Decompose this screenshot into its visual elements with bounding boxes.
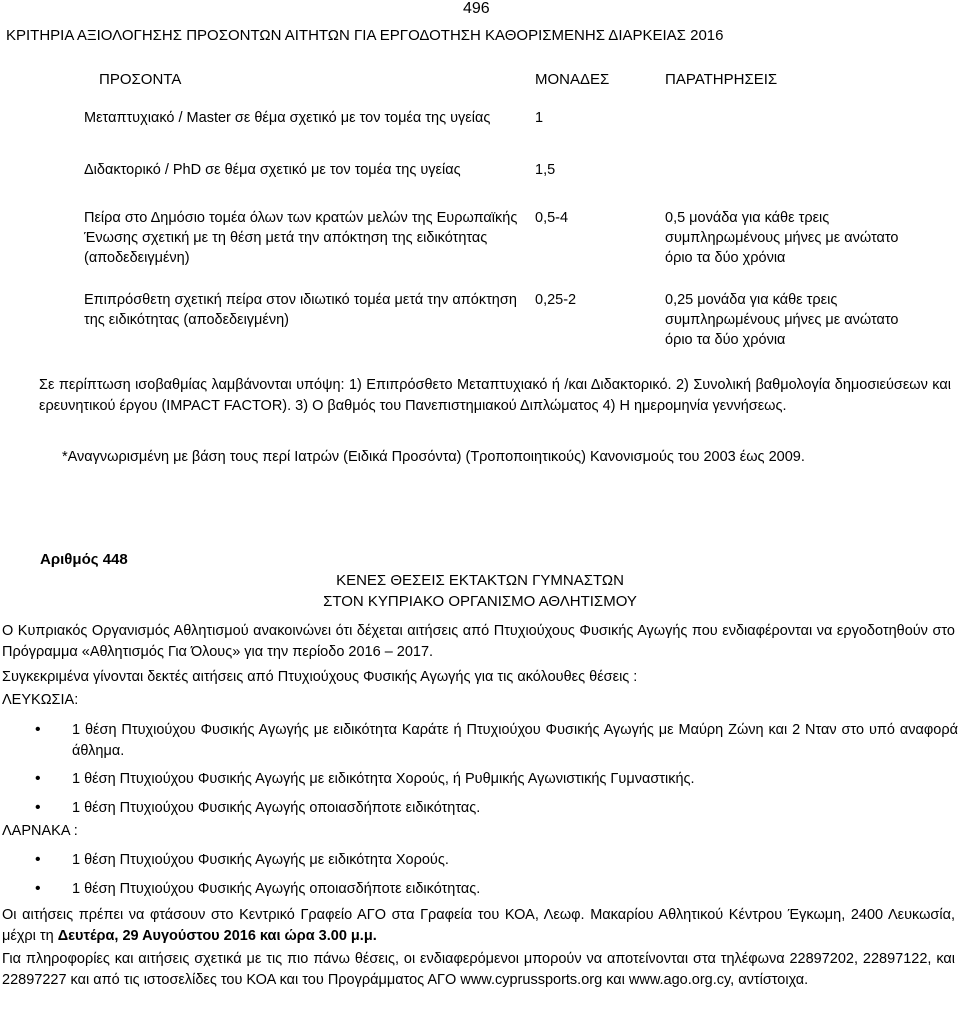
qualification-cell: Μεταπτυχιακό / Master σε θέμα σχετικό με τον τομέα της υγείας	[84, 110, 491, 126]
col-header-qualifications: ΠΡΟΣΟΝΤΑ	[99, 71, 182, 88]
info-paragraph: Για πληροφορίες και αιτήσεις σχετικά με τις πιο πάνω θέσεις, οι ενδιαφερόμενοι μπορούν να αποτείνονται στα τηλέφωνα 22897202, 22897122, και 22897227 και από τις ιστοσελίδες του ΚΟΑ και του Προγράμματος ΑΓΟ www.cyprussports.org και www.ago.org.cy, αντίστοιχα.	[2, 951, 955, 988]
larnaca-label: ΛΑΡΝΑΚΑ :	[2, 823, 78, 839]
notes-cell	[665, 160, 915, 208]
tie-break-note: Σε περίπτωση ισοβαθμίας λαμβάνονται υπόψη: 1) Επιπρόσθετο Μεταπτυχιακό ή /και Διδακτορικό. 2) Συνολική βαθμολογία δημοσιεύσεων και ερευνητικού έργου (IMPACT FACTOR). 3) Ο βαθμός του Πανεπιστημιακού Διπλώματος 4) Η ημερομηνία γεννήσεως.	[39, 377, 951, 414]
list-item: • 1 θέση Πτυχιούχου Φυσικής Αγωγής με ειδικότητα Καράτε ή Πτυχιούχου Φυσικής Αγωγής με Μαύρη Ζώνη και 2 Νταν στο υπό αναφορά άθλημα.	[30, 720, 958, 761]
table-row	[75, 160, 915, 208]
larnaca-positions-list	[30, 850, 958, 907]
list-item: • 1 θέση Πτυχιούχου Φυσικής Αγωγής με ειδικότητα Χορούς.	[30, 850, 958, 871]
table-header-row	[75, 66, 915, 108]
table-row	[75, 290, 915, 360]
notice-specifically: Συγκεκριμένα γίνονται δεκτές αιτήσεις από Πτυχιούχους Φυσικής Αγωγής για τις ακόλουθες θέσεις :	[2, 669, 638, 685]
units-cell: 0,25-2	[535, 292, 577, 308]
col-header-notes: ΠΑΡΑΤΗΡΗΣΕΙΣ	[665, 71, 778, 88]
page-number: 496	[463, 0, 490, 17]
deadline-date: Δευτέρα, 29 Αυγούστου 2016 και ώρα 3.00 μ.μ.	[57, 927, 377, 944]
list-item: • 1 θέση Πτυχιούχου Φυσικής Αγωγής οποιασδήποτε ειδικότητας.	[30, 879, 958, 900]
qualification-cell: Διδακτορικό / PhD σε θέμα σχετικό με τον τομέα της υγείας	[84, 162, 461, 178]
list-item: • 1 θέση Πτυχιούχου Φυσικής Αγωγής με ειδικότητα Χορούς, ή Ρυθμικής Αγωνιστικής Γυμναστικής.	[30, 769, 958, 790]
notice-intro: Ο Κυπριακός Οργανισμός Αθλητισμού ανακοινώνει ότι δέχεται αιτήσεις από Πτυχιούχους Φυσικής Αγωγής που ενδιαφέρονται να εργοδοτηθούν στο Πρόγραμμα «Αθλητισμός Για Όλους» για την περίοδο 2016 – 2017.	[2, 623, 955, 660]
units-cell: 1	[535, 110, 544, 126]
units-cell: 0,5-4	[535, 210, 569, 226]
notes-cell: 0,5 μονάδα για κάθε τρεις συμπληρωμένους μήνες με ανώτατο όριο τα δύο χρόνια	[665, 210, 899, 266]
criteria-table	[75, 66, 915, 360]
notice-title-line1: ΚΕΝΕΣ ΘΕΣΕΙΣ ΕΚΤΑΚΤΩΝ ΓΥΜΝΑΣΤΩΝ	[336, 572, 624, 589]
units-cell: 1,5	[535, 162, 556, 178]
notice-number: Αριθμός 448	[40, 551, 128, 568]
col-header-units: ΜΟΝΑΔΕΣ	[535, 71, 610, 88]
table-row	[75, 208, 915, 290]
notice-title-line2: ΣΤΟΝ ΚΥΠΡΙΑΚΟ ΟΡΓΑΝΙΣΜΟ ΑΘΛΗΤΙΣΜΟΥ	[323, 593, 637, 610]
qualification-cell: Επιπρόσθετη σχετική πείρα στον ιδιωτικό τομέα μετά την απόκτηση της ειδικότητας (αποδεδειγμένη)	[84, 292, 517, 328]
notes-cell	[665, 108, 915, 160]
deadline-paragraph	[2, 905, 955, 946]
notes-cell: 0,25 μονάδα για κάθε τρεις συμπληρωμένους μήνες με ανώτατο όριο τα δύο χρόνια	[665, 292, 899, 348]
table-row	[75, 108, 915, 160]
recognized-note: *Αναγνωρισμένη με βάση τους περί Ιατρών (Ειδικά Προσόντα) (Τροποποιητικούς) Κανονισμούς του 2003 έως 2009.	[62, 449, 805, 465]
qualification-cell: Πείρα στο Δημόσιο τομέα όλων των κρατών μελών της Ευρωπαϊκής Ένωσης σχετική με τη θέση μετά την απόκτηση της ειδικότητας (αποδεδειγμένη)	[84, 210, 518, 266]
criteria-heading: ΚΡΙΤΗΡΙΑ ΑΞΙΟΛΟΓΗΣΗΣ ΠΡΟΣΟΝΤΩΝ ΑΙΤΗΤΩΝ ΓΙΑ ΕΡΓΟΔΟΤΗΣΗ ΚΑΘΟΡΙΣΜΕΝΗΣ ΔΙΑΡΚΕΙΑΣ 2016	[6, 27, 724, 44]
nicosia-positions-list	[30, 720, 958, 826]
deadline-text: Οι αιτήσεις πρέπει να φτάσουν στο Κεντρικό Γραφείο ΑΓΟ στα Γραφεία του ΚΟΑ, Λεωφ. Μακαρίου Αθλητικού Κέντρου Έγκωμη, 2400 Λευκωσία, μέχρι τη	[2, 907, 955, 944]
list-item: • 1 θέση Πτυχιούχου Φυσικής Αγωγής οποιασδήποτε ειδικότητας.	[30, 798, 958, 819]
nicosia-label: ΛΕΥΚΩΣΙΑ:	[2, 692, 79, 708]
